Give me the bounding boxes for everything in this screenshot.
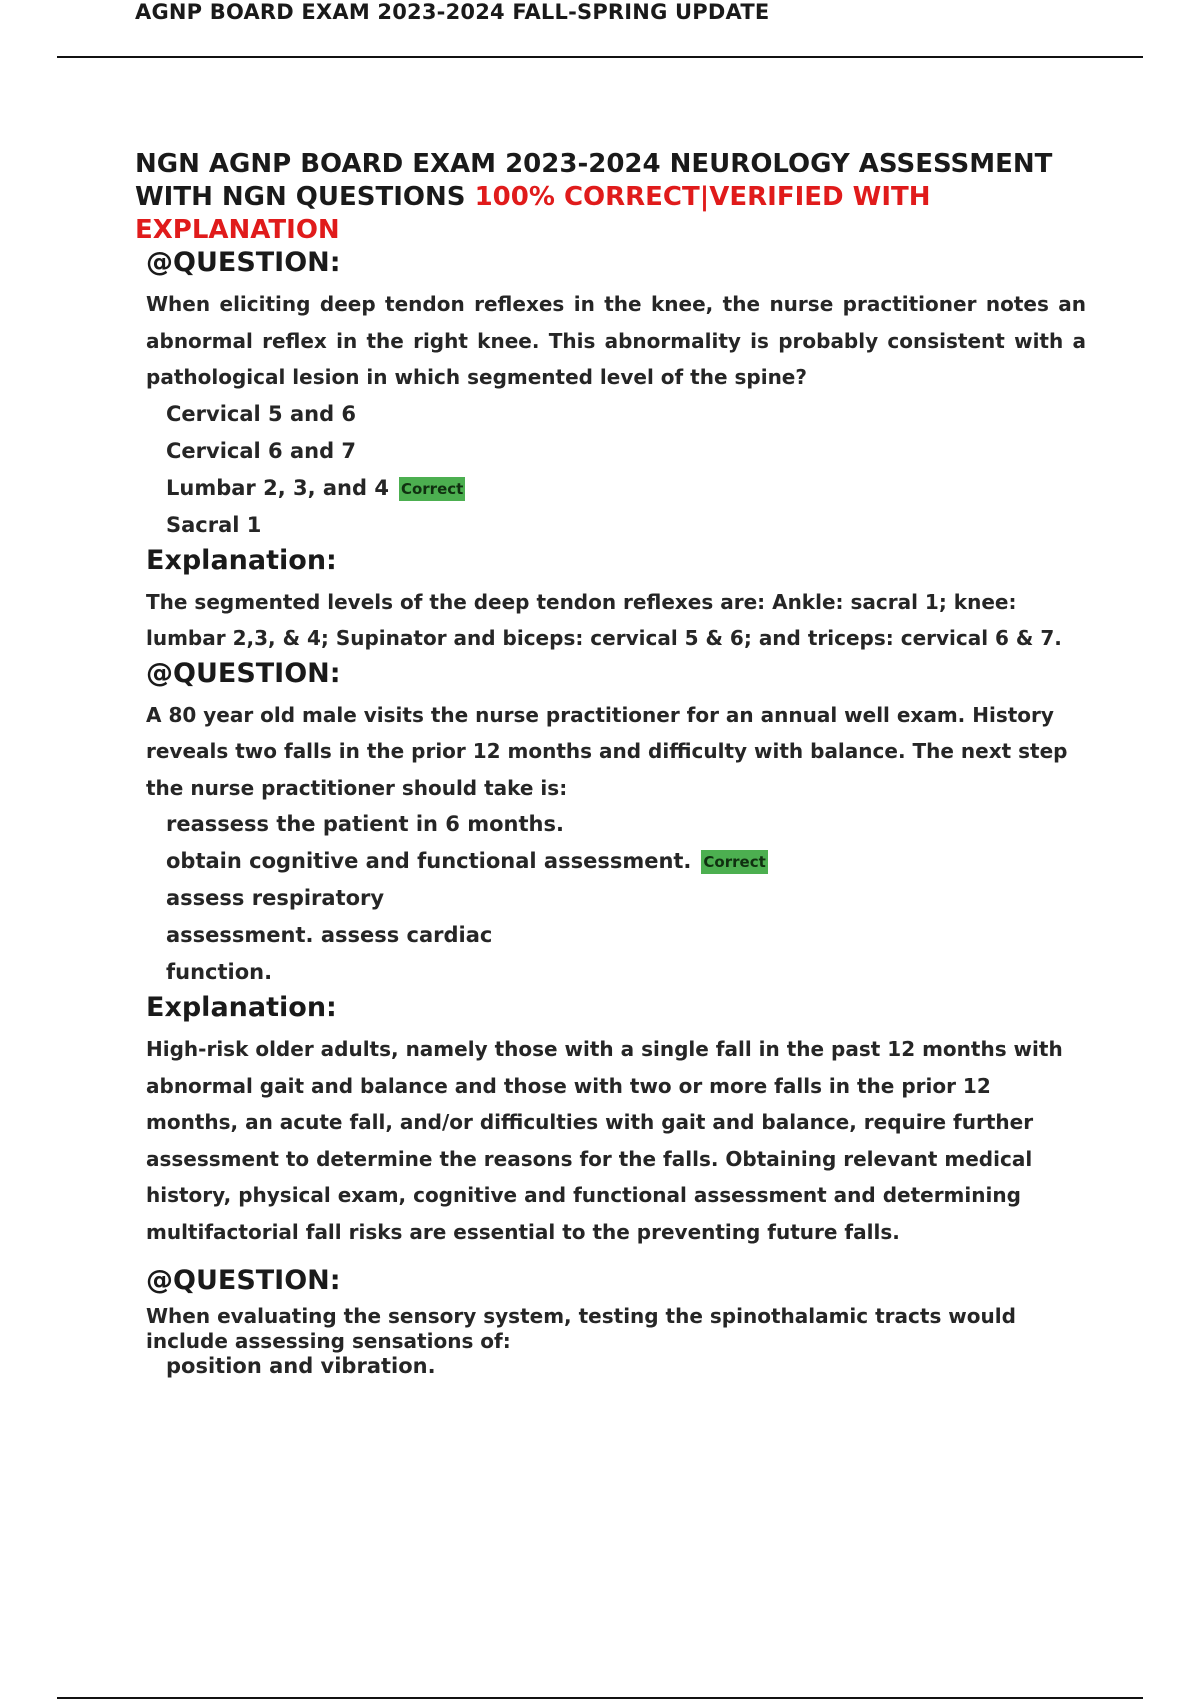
question-heading: @QUESTION: [146,247,341,278]
question-heading: @QUESTION: [146,657,341,689]
answer-options [166,396,1086,544]
title-main: NGN AGNP BOARD EXAM 2023-2024 NEUROLOGY ASSESSMENT WITH NGN QUESTIONS [135,149,1053,212]
answer-options [166,1354,1086,1379]
answer-option: assess respiratory [166,886,385,910]
explanation-heading: Explanation: [146,992,337,1023]
answer-option: position and vibration. [166,1354,436,1378]
answer-option: function. [166,960,273,984]
question-text: A 80 year old male visits the nurse practitioner for an annual well exam. History reveals two falls in the prior 12 months and difficulty with balance. The next step the nurse practitioner should take is: [146,702,1068,800]
question-text: When eliciting deep tendon reflexes in the knee, the nurse practitioner notes an abnormal reflex in the right knee. This abnormality is probably consistent with a pathological lesion in which segmented level of the spine? [146,292,1086,389]
question-list [146,246,1086,1379]
question-heading: @QUESTION: [146,1265,341,1296]
question-block [146,1264,1086,1379]
explanation-text: The segmented levels of the deep tendon reflexes are: Ankle: sacral 1; knee: lumbar 2,3, & 4; Supinator and biceps: cervical 5 & 6; and triceps: cervical 6 & 7. [146,589,1062,650]
answer-options [166,806,1086,991]
answer-option: Sacral 1 [166,512,262,537]
answer-option: Cervical 6 and 7 [166,438,357,463]
explanation-heading: Explanation: [146,544,337,576]
answer-option: reassess the patient in 6 months. [166,812,564,836]
running-header: AGNP BOARD EXAM 2023-2024 FALL-SPRING UPDATE [135,0,770,24]
explanation-text: High-risk older adults, namely those with a single fall in the past 12 months with abnormal gait and balance and those with two or more falls in the prior 12 months, an acute fall, and/or difficulties with gait and balance, require further assessment to determine the reasons for the falls. Obtaining relevant medical history, physical exam, cognitive and functional assessment and determining multifactorial fall risks are essential to the preventing future falls. [146,1037,1063,1244]
question-text: When evaluating the sensory system, testing the spinothalamic tracts would include assessing sensations of: [146,1304,1016,1353]
answer-option: assessment. assess cardiac [166,923,493,947]
question-block [146,246,1086,657]
answer-option-correct: Lumbar 2, 3, and 4 Correct [166,475,464,500]
header-rule [57,56,1143,58]
correct-badge: Correct [701,850,767,874]
answer-option-correct: obtain cognitive and functional assessment. Correct [166,849,766,873]
question-block [146,657,1086,1251]
title-verified: 100% CORRECT|VERIFIED WITH EXPLANATION [135,182,931,245]
footer-rule [57,1697,1143,1699]
answer-option: Cervical 5 and 6 [166,401,357,426]
document-title [135,148,1095,247]
correct-badge: Correct [399,477,465,501]
